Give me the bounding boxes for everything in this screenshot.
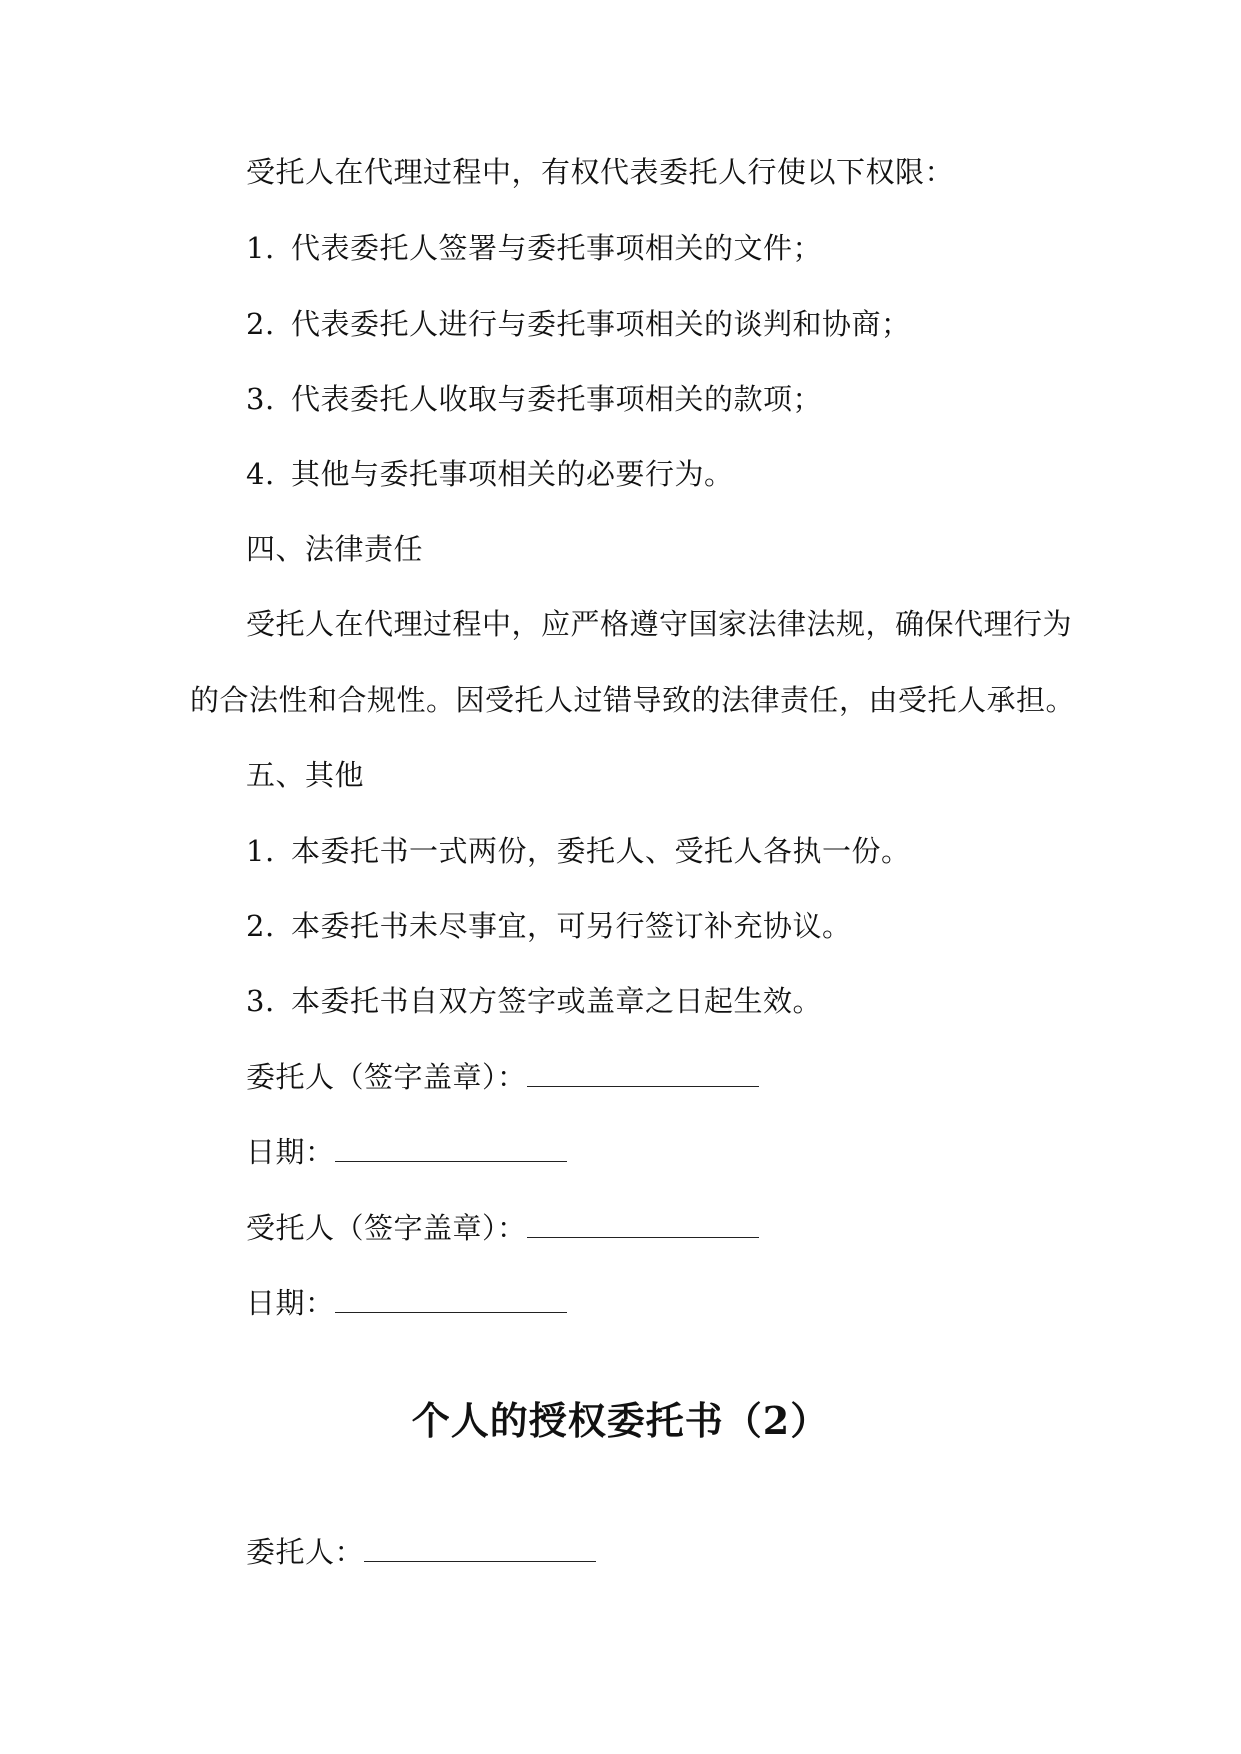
principal-date-label: 日期： bbox=[246, 1135, 335, 1169]
other-item-text: 本委托书一式两份，委托人、受托人各执一份。 bbox=[291, 834, 911, 868]
principal-signature-blank[interactable] bbox=[527, 1060, 759, 1087]
power-item-2 bbox=[246, 304, 911, 344]
other-item-number: 3. bbox=[246, 984, 275, 1018]
agent-date-label: 日期： bbox=[246, 1286, 335, 1320]
power-item-3 bbox=[246, 379, 822, 419]
principal-signature-line bbox=[246, 1057, 759, 1097]
power-item-number: 2. bbox=[246, 307, 275, 341]
section-title-liability: 四、法律责任 bbox=[246, 532, 424, 566]
power-item-number: 3. bbox=[246, 382, 275, 416]
other-item-1 bbox=[246, 831, 911, 871]
other-item-3 bbox=[246, 981, 822, 1021]
agent-signature-label: 受托人（签字盖章）： bbox=[246, 1211, 527, 1245]
power-item-4 bbox=[246, 454, 734, 494]
power-item-1 bbox=[246, 228, 822, 268]
powers-intro: 受托人在代理过程中，有权代表委托人行使以下权限： bbox=[246, 155, 955, 189]
doc2-principal-line bbox=[246, 1532, 596, 1572]
agent-signature-line bbox=[246, 1208, 759, 1248]
agent-date-line bbox=[246, 1283, 567, 1323]
section-title-other: 五、其他 bbox=[246, 758, 365, 792]
principal-date-line bbox=[246, 1132, 567, 1172]
power-item-text: 其他与委托事项相关的必要行为。 bbox=[291, 457, 734, 491]
power-item-text: 代表委托人进行与委托事项相关的谈判和协商； bbox=[291, 307, 911, 341]
power-item-number: 4. bbox=[246, 457, 275, 491]
doc2-principal-label: 委托人： bbox=[246, 1535, 365, 1569]
other-item-2 bbox=[246, 906, 852, 946]
other-item-text: 本委托书未尽事宜，可另行签订补充协议。 bbox=[291, 909, 852, 943]
other-item-text: 本委托书自双方签字或盖章之日起生效。 bbox=[291, 984, 823, 1018]
document-2-title: 个人的授权委托书（2） bbox=[411, 1398, 830, 1443]
other-item-number: 2. bbox=[246, 909, 275, 943]
liability-paragraph-line1: 受托人在代理过程中，应严格遵守国家法律法规，确保代理行为 bbox=[246, 607, 1073, 641]
agent-signature-blank[interactable] bbox=[527, 1211, 759, 1238]
principal-date-blank[interactable] bbox=[335, 1135, 567, 1162]
liability-paragraph-line2: 的合法性和合规性。因受托人过错导致的法律责任，由受托人承担。 bbox=[190, 683, 1076, 717]
power-item-text: 代表委托人收取与委托事项相关的款项； bbox=[291, 382, 823, 416]
power-item-text: 代表委托人签署与委托事项相关的文件； bbox=[291, 231, 823, 265]
other-item-number: 1. bbox=[246, 834, 275, 868]
principal-signature-label: 委托人（签字盖章）： bbox=[246, 1060, 527, 1094]
doc2-principal-blank[interactable] bbox=[364, 1535, 596, 1562]
agent-date-blank[interactable] bbox=[335, 1286, 567, 1313]
power-item-number: 1. bbox=[246, 231, 275, 265]
